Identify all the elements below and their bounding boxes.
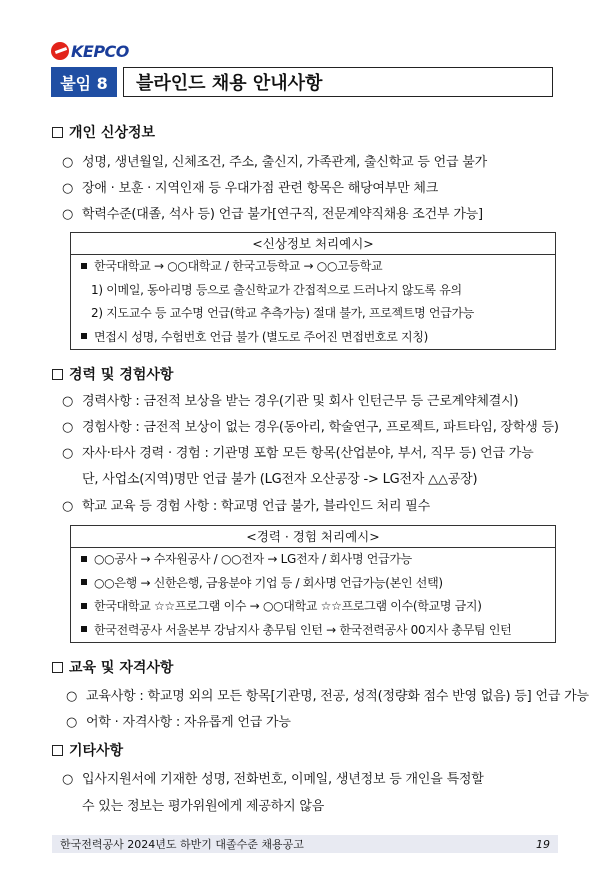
example-row: 한국대학교 → ○○대학교 / 한국고등학교 → ○○고등학교 (71, 255, 555, 279)
section-title: 교육 및 자격사항 (69, 660, 174, 676)
example-row: 한국대학교 ☆☆프로그램 이수 → ○○대학교 ☆☆프로그램 이수(학교명 금지) (71, 595, 555, 619)
example-row: 한국전력공사 서울본부 강남지사 총무팀 인턴 → 한국전력공사 00지사 총무팀 인턴 (71, 619, 555, 643)
circle-bullet-icon: ○ (62, 394, 74, 409)
list-item-continuation: 단, 사업소(지역)명만 언급 불가 (LG전자 오산공장 -> LG전자 △△공장) (82, 472, 478, 487)
page-header (51, 67, 553, 97)
checkbox-square-icon (52, 745, 63, 756)
kepco-logo-text: KEPCO (71, 41, 129, 61)
example-caption: <경력 · 경험 처리예시> (71, 526, 555, 548)
circle-bullet-icon: ○ (62, 420, 74, 435)
kepco-logo-mark-icon (51, 42, 69, 60)
circle-bullet-icon: ○ (62, 181, 74, 196)
circle-bullet-icon: ○ (62, 499, 74, 514)
footer-title: 한국전력공사 2024년도 하반기 대졸수준 채용공고 (60, 838, 304, 851)
list-item: ○ 어학 · 자격사항 : 자유롭게 언급 가능 (66, 715, 291, 730)
section-title: 경력 및 경험사항 (69, 367, 174, 383)
kepco-logo (51, 42, 129, 60)
page-number: 19 (536, 837, 550, 851)
square-bullet-icon (81, 263, 87, 269)
example-row: ○○은행 → 신한은행, 금융분야 기업 등 / 회사명 언급가능(본인 선택) (71, 572, 555, 596)
career-example-box (70, 525, 556, 643)
circle-bullet-icon: ○ (66, 715, 78, 730)
example-row: 면접시 성명, 수험번호 언급 불가 (별도로 주어진 면접번호로 지칭) (71, 326, 555, 350)
checkbox-square-icon (52, 662, 63, 673)
square-bullet-icon (81, 333, 87, 339)
circle-bullet-icon: ○ (62, 207, 74, 222)
personal-example-box (70, 232, 556, 350)
section-title: 기타사항 (69, 743, 124, 759)
list-item: ○ 경력사항 : 금전적 보상을 받는 경우(기관 및 회사 인턴근무 등 근로계약체결시) (62, 394, 519, 409)
section-other (52, 740, 123, 760)
square-bullet-icon (81, 626, 87, 632)
circle-bullet-icon: ○ (62, 155, 74, 170)
list-item: ○ 자사·타사 경력 · 경험 : 기관명 포함 모든 항목(산업분야, 부서, 직무 등) 언급 가능 (62, 446, 534, 461)
list-item: ○ 학력수준(대졸, 석사 등) 언급 불가[연구직, 전문계약직채용 조건부 가능] (62, 207, 483, 222)
section-personal-info (52, 122, 155, 142)
page-title: 블라인드 채용 안내사항 (123, 67, 553, 97)
list-item: ○ 학교 교육 등 경험 사항 : 학교명 언급 불가, 블라인드 처리 필수 (62, 499, 430, 514)
section-education (52, 657, 173, 677)
section-career (52, 364, 173, 384)
example-row: ○○공사 → 수자원공사 / ○○전자 → LG전자 / 회사명 언급가능 (71, 548, 555, 572)
list-item: ○ 장애 · 보훈 · 지역인재 등 우대가점 관련 항목은 해당여부만 체크 (62, 181, 439, 196)
checkbox-square-icon (52, 369, 63, 380)
list-item: ○ 경험사항 : 금전적 보상이 없는 경우(동아리, 학술연구, 프로젝트, 파트타임, 장학생 등) (62, 420, 559, 435)
square-bullet-icon (81, 556, 87, 562)
example-row: 2) 지도교수 등 교수명 언급(학교 추측가능) 절대 불가, 프로젝트명 언급가능 (91, 306, 475, 320)
section-title: 개인 신상정보 (69, 125, 156, 141)
example-caption: <신상정보 처리예시> (71, 233, 555, 255)
list-item: ○ 입사지원서에 기재한 성명, 전화번호, 이메일, 생년정보 등 개인을 특정할 (62, 772, 484, 787)
circle-bullet-icon: ○ (62, 446, 74, 461)
circle-bullet-icon: ○ (62, 772, 74, 787)
page-footer (52, 835, 558, 853)
square-bullet-icon (81, 603, 87, 609)
attachment-badge: 붙임 8 (51, 67, 117, 97)
example-row: 1) 이메일, 동아리명 등으로 출신학교가 간접적으로 드러나지 않도록 유의 (91, 282, 462, 297)
list-item: ○ 교육사항 : 학교명 외의 모든 항목[기관명, 전공, 성적(정량화 점수 반영 없음) 등] 언급 가능 (66, 689, 589, 704)
list-item-continuation: 수 있는 정보는 평가위원에게 제공하지 않음 (82, 799, 325, 814)
checkbox-square-icon (52, 127, 63, 138)
circle-bullet-icon: ○ (66, 689, 78, 704)
square-bullet-icon (81, 579, 87, 585)
list-item: ○ 성명, 생년월일, 신체조건, 주소, 출신지, 가족관계, 출신학교 등 언급 불가 (62, 155, 488, 170)
